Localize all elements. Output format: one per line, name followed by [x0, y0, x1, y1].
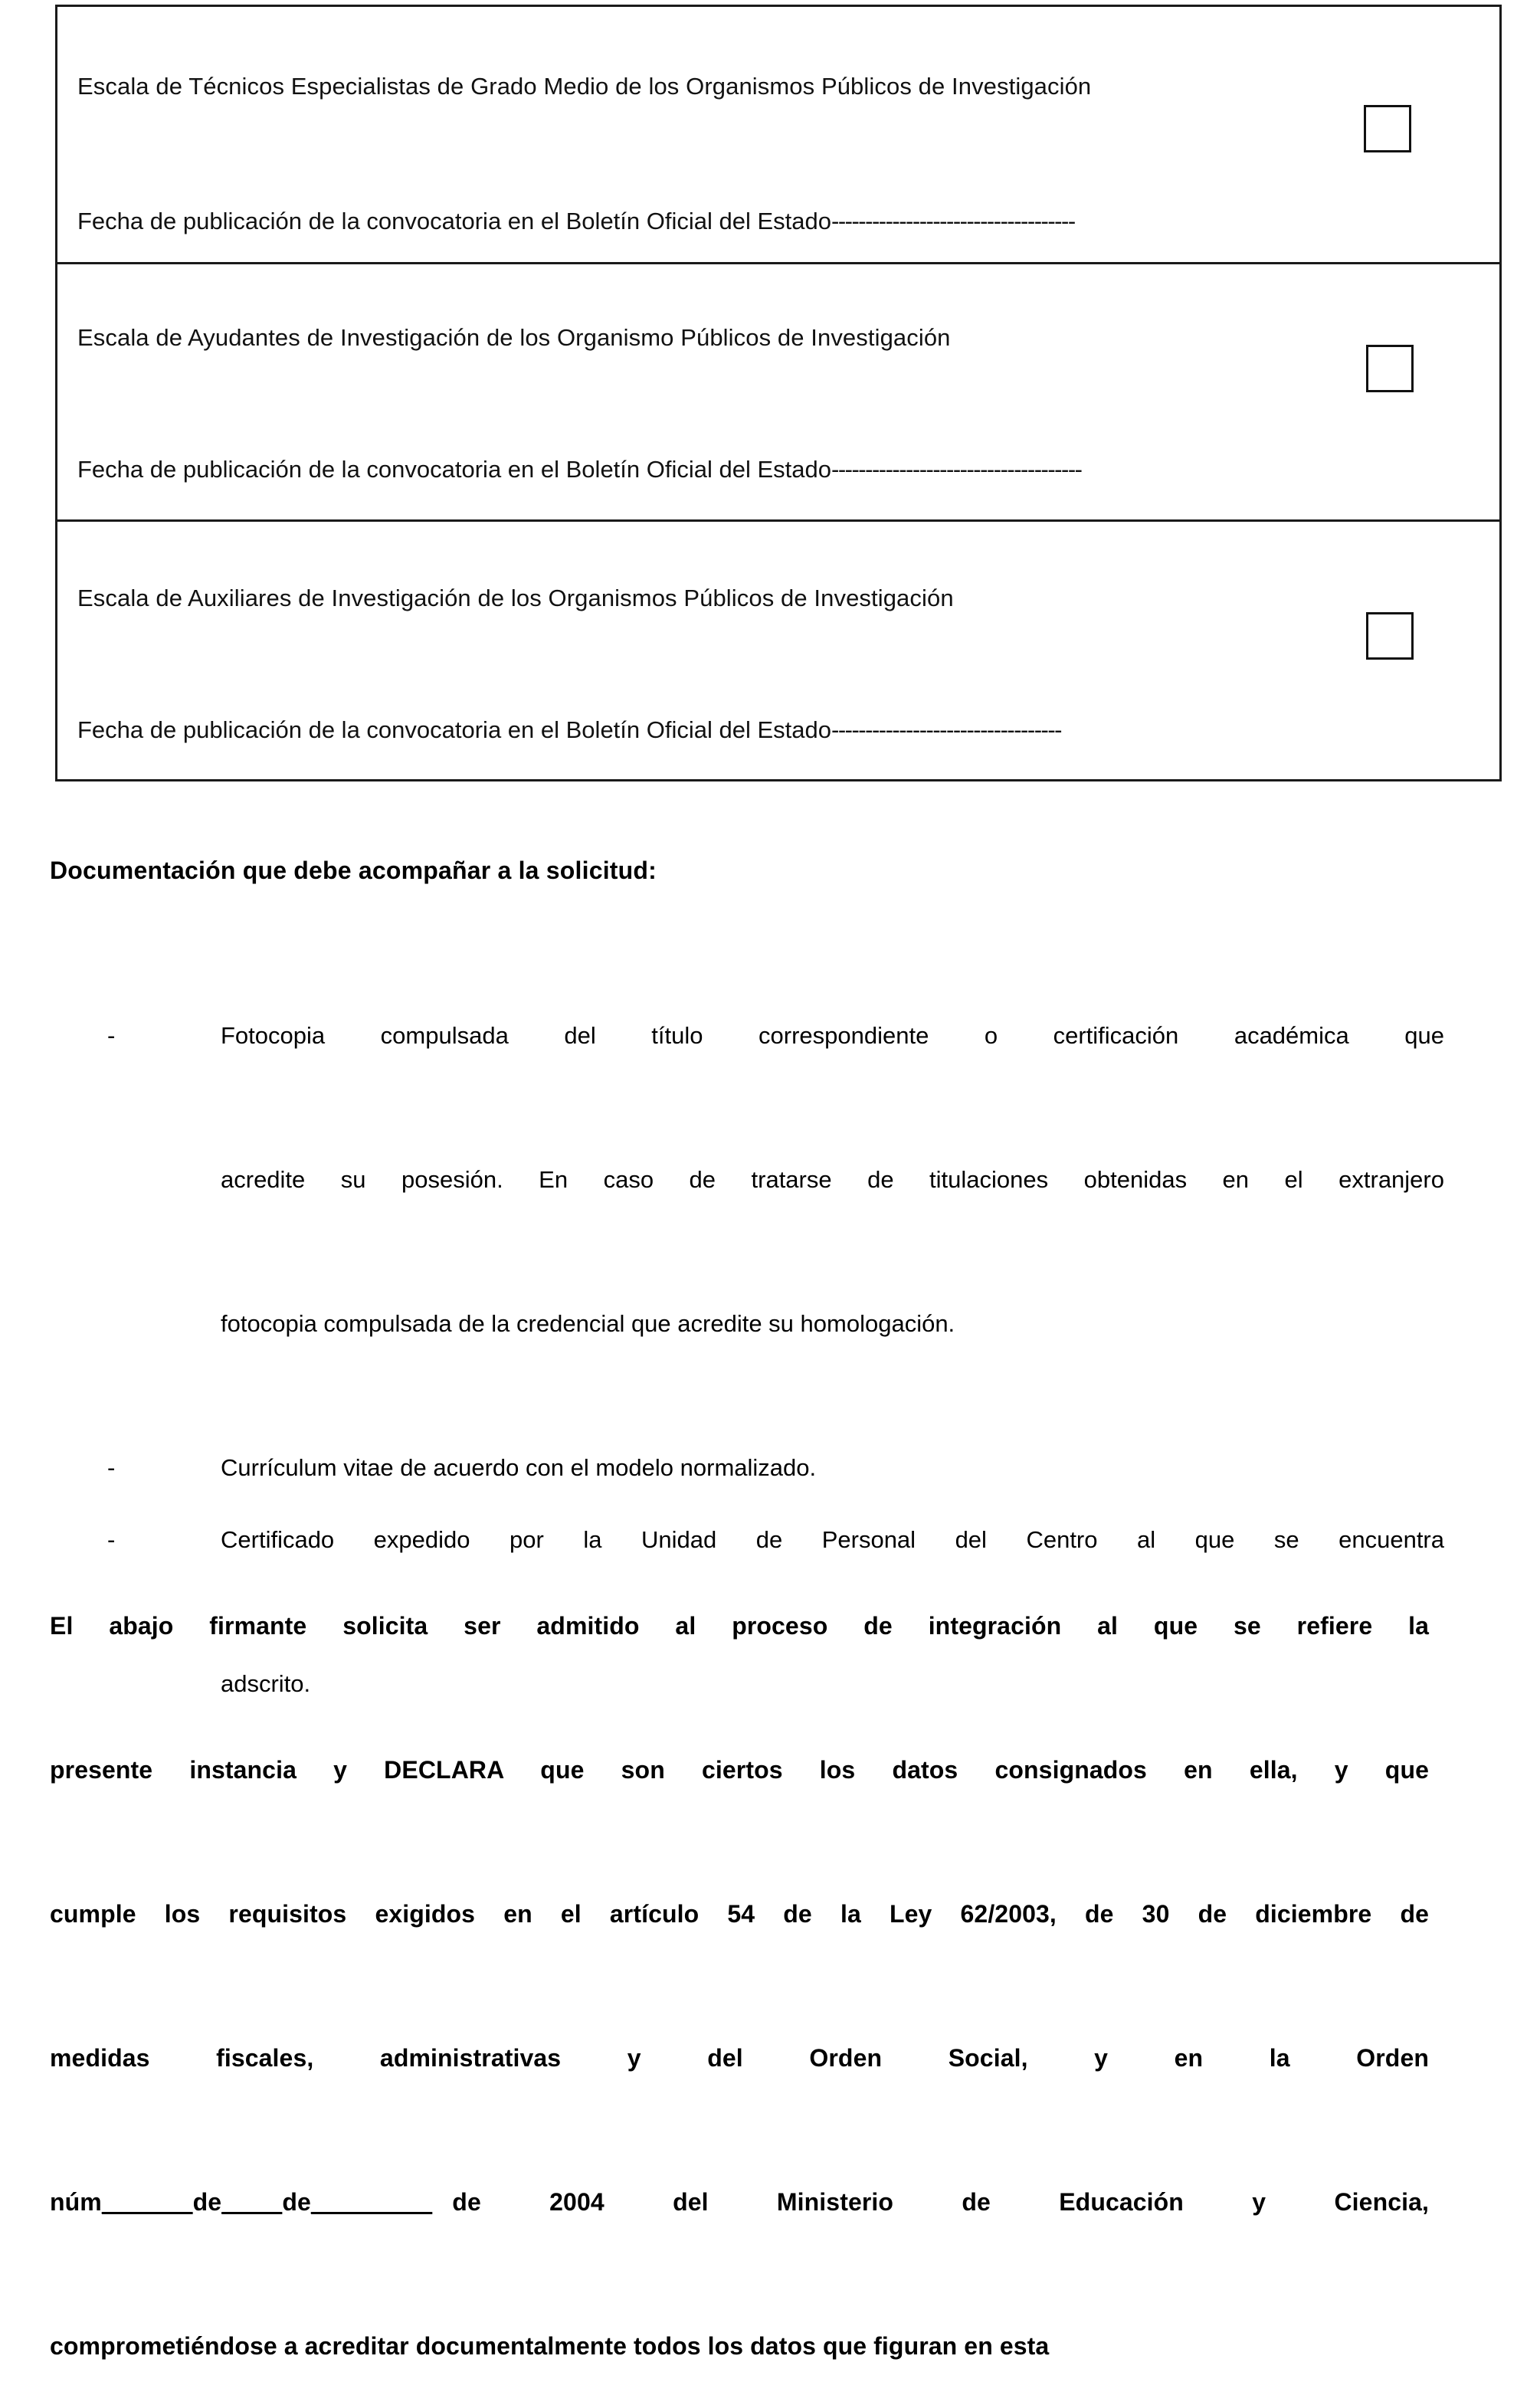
fecha-publicacion-line-2: [77, 456, 1081, 483]
declaration-line: cumple los requisitos exigidos en el artículo 54 de la Ley 62/2003, de 30 de diciembre de: [50, 1900, 1429, 1928]
declaration-line-blanks: [50, 2166, 1429, 2310]
list-item-line: adscrito.: [221, 1670, 311, 1697]
blank-field-month[interactable]: ________: [310, 2188, 433, 2216]
scale-row-auxiliares: [57, 522, 1499, 784]
declaration-line: medidas fiscales, administrativas y del Orden Social, y en la Orden: [50, 2044, 1429, 2072]
fecha-label-3: Fecha de publicación de la convocatoria en el Boletín Oficial del Estado: [77, 716, 831, 743]
list-item: [107, 1000, 1444, 1432]
list-item-line: Certificado expedido por la Unidad de Personal del Centro al que se encuentra: [221, 1526, 1444, 1553]
documentacion-heading: Documentación que debe acompañar a la solicitud:: [50, 857, 657, 884]
list-item-line: Currículum vitae de acuerdo con el modelo normalizado.: [221, 1454, 817, 1481]
fecha-publicacion-line-3: [77, 716, 1061, 744]
declaration-line: El abajo firmante solicita ser admitido al proceso de integración al que se refiere la: [50, 1612, 1429, 1640]
fecha-dash-fill-3: ----------------------------------: [831, 716, 1061, 743]
fecha-publicacion-line-1: [77, 208, 1075, 235]
list-item: [107, 1432, 1444, 1504]
num-label: núm: [50, 2188, 102, 2216]
list-item-line: Fotocopia compulsada del título correspondiente o certificación académica que: [221, 1022, 1444, 1049]
bullet-dash-icon: -: [107, 1022, 116, 1049]
de-label-1: de: [192, 2188, 222, 2216]
fecha-dash-fill-1: ------------------------------------: [831, 208, 1075, 234]
fecha-label-1: Fecha de publicación de la convocatoria en el Boletín Oficial del Estado: [77, 208, 831, 234]
de-label-2: de: [282, 2188, 311, 2216]
bullet-dash-icon: -: [107, 1454, 116, 1481]
declaration-line: comprometiéndose a acreditar documentalmente todos los datos que figuran en esta: [50, 2332, 1050, 2360]
escalas-form-table: [55, 5, 1502, 781]
checkbox-ayudantes[interactable]: [1366, 345, 1414, 392]
scale-row-ayudantes: [57, 264, 1499, 522]
fecha-dash-fill-2: -------------------------------------: [831, 456, 1082, 483]
scale-title-ayudantes: Escala de Ayudantes de Investigación de los Organismo Públicos de Investigación: [77, 324, 951, 351]
scale-title-auxiliares: Escala de Auxiliares de Investigación de los Organismos Públicos de Investigación: [77, 585, 954, 611]
scale-title-tecnicos-especialistas: Escala de Técnicos Especialistas de Grado Medio de los Organismos Públicos de Investigación: [77, 73, 1092, 100]
blank-field-num[interactable]: ______: [101, 2188, 193, 2216]
checkbox-tecnicos-especialistas[interactable]: [1364, 105, 1411, 152]
declaration-paragraph: [50, 1590, 1429, 2382]
fecha-label-2: Fecha de publicación de la convocatoria en el Boletín Oficial del Estado: [77, 456, 831, 483]
list-item-line: acredite su posesión. En caso de tratarse de titulaciones obtenidas en el extranjero: [221, 1166, 1444, 1193]
checkbox-auxiliares[interactable]: [1366, 612, 1414, 660]
declaration-line-rest: de 2004 del Ministerio de Educación y Ciencia,: [452, 2188, 1429, 2216]
blank-field-day[interactable]: ____: [221, 2188, 283, 2216]
list-item-line: fotocopia compulsada de la credencial que acredite su homologación.: [221, 1310, 955, 1337]
declaration-line: presente instancia y DECLARA que son ciertos los datos consignados en ella, y que: [50, 1756, 1429, 1784]
bullet-dash-icon: -: [107, 1526, 116, 1553]
scale-row-tecnicos-especialistas: [57, 7, 1499, 264]
